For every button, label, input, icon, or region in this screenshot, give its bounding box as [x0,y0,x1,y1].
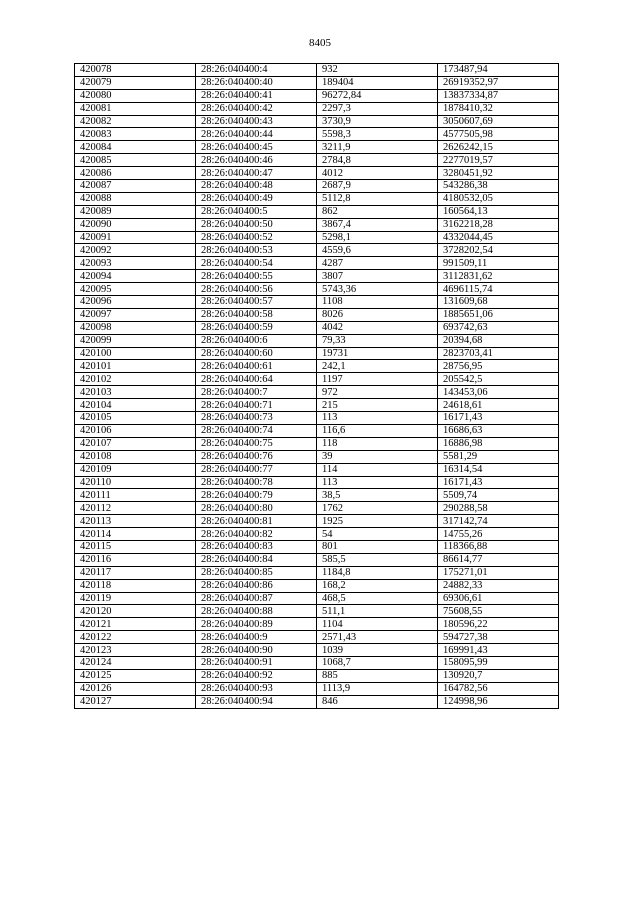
cadastral-number-cell: 28:26:040400:53 [196,244,317,257]
table-row [75,631,559,644]
row-number-cell: 420089 [75,205,196,218]
cadastral-value-cell: 16886,98 [438,437,559,450]
row-number-cell: 420127 [75,695,196,708]
cadastral-value-cell: 173487,94 [438,64,559,77]
area-cell: 96272,84 [317,89,438,102]
cadastral-number-cell: 28:26:040400:50 [196,218,317,231]
cadastral-value-cell: 16171,43 [438,412,559,425]
row-number-cell: 420123 [75,644,196,657]
row-number-cell: 420126 [75,682,196,695]
row-number-cell: 420122 [75,631,196,644]
area-cell: 1068,7 [317,656,438,669]
row-number-cell: 420081 [75,102,196,115]
table-row [75,528,559,541]
cadastral-value-cell: 160564,13 [438,205,559,218]
cadastral-number-cell: 28:26:040400:78 [196,476,317,489]
table-row [75,437,559,450]
cadastral-value-cell: 205542,5 [438,373,559,386]
cadastral-value-cell: 24618,61 [438,399,559,412]
table-row [75,296,559,309]
area-cell: 3730,9 [317,115,438,128]
table-row [75,669,559,682]
row-number-cell: 420091 [75,231,196,244]
row-number-cell: 420103 [75,386,196,399]
row-number-cell: 420106 [75,424,196,437]
cadastral-number-cell: 28:26:040400:55 [196,270,317,283]
area-cell: 39 [317,450,438,463]
row-number-cell: 420086 [75,167,196,180]
cadastral-number-cell: 28:26:040400:88 [196,605,317,618]
row-number-cell: 420114 [75,528,196,541]
area-cell: 3807 [317,270,438,283]
cadastral-value-cell: 158095,99 [438,656,559,669]
table-row [75,76,559,89]
cadastral-value-cell: 13837334,87 [438,89,559,102]
table-row [75,540,559,553]
cadastral-value-cell: 14755,26 [438,528,559,541]
area-cell: 118 [317,437,438,450]
area-cell: 116,6 [317,424,438,437]
area-cell: 1184,8 [317,566,438,579]
cadastral-number-cell: 28:26:040400:9 [196,631,317,644]
row-number-cell: 420100 [75,347,196,360]
row-number-cell: 420120 [75,605,196,618]
row-number-cell: 420105 [75,412,196,425]
table-row [75,656,559,669]
cadastral-value-cell: 5509,74 [438,489,559,502]
area-cell: 113 [317,412,438,425]
cadastral-number-cell: 28:26:040400:42 [196,102,317,115]
table-row [75,257,559,270]
row-number-cell: 420125 [75,669,196,682]
cadastral-number-cell: 28:26:040400:46 [196,154,317,167]
cadastral-value-cell: 75608,55 [438,605,559,618]
area-cell: 79,33 [317,334,438,347]
cadastral-value-cell: 16314,54 [438,463,559,476]
row-number-cell: 420094 [75,270,196,283]
table-row [75,115,559,128]
table-row [75,463,559,476]
cadastral-number-cell: 28:26:040400:75 [196,437,317,450]
area-cell: 8026 [317,308,438,321]
cadastral-number-cell: 28:26:040400:57 [196,296,317,309]
cadastral-value-cell: 24882,33 [438,579,559,592]
row-number-cell: 420104 [75,399,196,412]
table-row [75,386,559,399]
cadastral-number-cell: 28:26:040400:89 [196,618,317,631]
area-cell: 168,2 [317,579,438,592]
cadastral-value-cell: 20394,68 [438,334,559,347]
area-cell: 3867,4 [317,218,438,231]
table-row [75,424,559,437]
cadastral-number-cell: 28:26:040400:47 [196,167,317,180]
area-cell: 4042 [317,321,438,334]
cadastral-value-cell: 124998,96 [438,695,559,708]
area-cell: 2297,3 [317,102,438,115]
row-number-cell: 420080 [75,89,196,102]
table-row [75,644,559,657]
table-row [75,205,559,218]
row-number-cell: 420112 [75,502,196,515]
cadastral-number-cell: 28:26:040400:48 [196,180,317,193]
area-cell: 972 [317,386,438,399]
cadastral-number-cell: 28:26:040400:92 [196,669,317,682]
cadastral-number-cell: 28:26:040400:76 [196,450,317,463]
area-cell: 4287 [317,257,438,270]
table-row [75,89,559,102]
cadastral-number-cell: 28:26:040400:84 [196,553,317,566]
cadastral-number-cell: 28:26:040400:71 [196,399,317,412]
cadastral-value-cell: 26919352,97 [438,76,559,89]
cadastral-value-cell: 543286,38 [438,180,559,193]
table-row [75,102,559,115]
row-number-cell: 420110 [75,476,196,489]
cadastral-number-cell: 28:26:040400:81 [196,515,317,528]
table-body [75,64,559,709]
row-number-cell: 420082 [75,115,196,128]
area-cell: 54 [317,528,438,541]
table-row [75,450,559,463]
cadastral-number-cell: 28:26:040400:44 [196,128,317,141]
table-row [75,489,559,502]
cadastral-number-cell: 28:26:040400:58 [196,308,317,321]
table-row [75,373,559,386]
table-row [75,618,559,631]
row-number-cell: 420107 [75,437,196,450]
area-cell: 5298,1 [317,231,438,244]
area-cell: 189404 [317,76,438,89]
cadastral-number-cell: 28:26:040400:77 [196,463,317,476]
cadastral-value-cell: 131609,68 [438,296,559,309]
area-cell: 38,5 [317,489,438,502]
cadastral-value-cell: 5581,29 [438,450,559,463]
area-cell: 5743,36 [317,283,438,296]
area-cell: 2571,43 [317,631,438,644]
row-number-cell: 420078 [75,64,196,77]
row-number-cell: 420096 [75,296,196,309]
row-number-cell: 420116 [75,553,196,566]
cadastral-number-cell: 28:26:040400:41 [196,89,317,102]
area-cell: 113 [317,476,438,489]
cadastral-number-cell: 28:26:040400:87 [196,592,317,605]
area-cell: 4012 [317,167,438,180]
cadastral-value-cell: 2823703,41 [438,347,559,360]
area-cell: 2784,8 [317,154,438,167]
area-cell: 5598,3 [317,128,438,141]
area-cell: 1039 [317,644,438,657]
row-number-cell: 420108 [75,450,196,463]
area-cell: 1108 [317,296,438,309]
cadastral-value-cell: 180596,22 [438,618,559,631]
row-number-cell: 420118 [75,579,196,592]
area-cell: 1104 [317,618,438,631]
area-cell: 885 [317,669,438,682]
cadastral-value-table [74,63,559,709]
area-cell: 585,5 [317,553,438,566]
cadastral-value-cell: 4696115,74 [438,283,559,296]
cadastral-number-cell: 28:26:040400:59 [196,321,317,334]
cadastral-number-cell: 28:26:040400:73 [196,412,317,425]
row-number-cell: 420083 [75,128,196,141]
cadastral-number-cell: 28:26:040400:49 [196,192,317,205]
table-row [75,695,559,708]
table-row [75,180,559,193]
row-number-cell: 420092 [75,244,196,257]
row-number-cell: 420087 [75,180,196,193]
row-number-cell: 420093 [75,257,196,270]
table-row [75,141,559,154]
cadastral-value-cell: 143453,06 [438,386,559,399]
cadastral-value-cell: 2277019,57 [438,154,559,167]
area-cell: 511,1 [317,605,438,618]
row-number-cell: 420095 [75,283,196,296]
table-row [75,270,559,283]
row-number-cell: 420102 [75,373,196,386]
table-row [75,218,559,231]
table-row [75,244,559,257]
table-row [75,154,559,167]
cadastral-number-cell: 28:26:040400:94 [196,695,317,708]
cadastral-value-cell: 4332044,45 [438,231,559,244]
row-number-cell: 420115 [75,540,196,553]
area-cell: 2687,9 [317,180,438,193]
cadastral-number-cell: 28:26:040400:5 [196,205,317,218]
area-cell: 4559,6 [317,244,438,257]
area-cell: 19731 [317,347,438,360]
cadastral-number-cell: 28:26:040400:45 [196,141,317,154]
row-number-cell: 420119 [75,592,196,605]
table-row [75,515,559,528]
table-row [75,579,559,592]
table-row [75,360,559,373]
area-cell: 3211,9 [317,141,438,154]
table-row [75,64,559,77]
row-number-cell: 420111 [75,489,196,502]
area-cell: 1197 [317,373,438,386]
area-cell: 862 [317,205,438,218]
row-number-cell: 420109 [75,463,196,476]
cadastral-value-cell: 991509,11 [438,257,559,270]
cadastral-value-cell: 1885651,06 [438,308,559,321]
table-row [75,682,559,695]
row-number-cell: 420117 [75,566,196,579]
cadastral-number-cell: 28:26:040400:79 [196,489,317,502]
table-row [75,347,559,360]
table-row [75,553,559,566]
table-row [75,308,559,321]
cadastral-value-cell: 290288,58 [438,502,559,515]
area-cell: 1113,9 [317,682,438,695]
area-cell: 5112,8 [317,192,438,205]
cadastral-value-cell: 1878410,32 [438,102,559,115]
cadastral-value-cell: 3728202,54 [438,244,559,257]
area-cell: 114 [317,463,438,476]
row-number-cell: 420101 [75,360,196,373]
row-number-cell: 420090 [75,218,196,231]
cadastral-number-cell: 28:26:040400:85 [196,566,317,579]
table-row [75,566,559,579]
row-number-cell: 420098 [75,321,196,334]
table-row [75,592,559,605]
table-row [75,399,559,412]
cadastral-number-cell: 28:26:040400:6 [196,334,317,347]
cadastral-number-cell: 28:26:040400:4 [196,64,317,77]
table-row [75,128,559,141]
table-row [75,476,559,489]
cadastral-value-cell: 693742,63 [438,321,559,334]
cadastral-number-cell: 28:26:040400:7 [196,386,317,399]
cadastral-value-cell: 16171,43 [438,476,559,489]
area-cell: 801 [317,540,438,553]
cadastral-number-cell: 28:26:040400:43 [196,115,317,128]
row-number-cell: 420113 [75,515,196,528]
table-row [75,283,559,296]
cadastral-value-cell: 28756,95 [438,360,559,373]
table-row [75,192,559,205]
cadastral-number-cell: 28:26:040400:80 [196,502,317,515]
cadastral-value-cell: 317142,74 [438,515,559,528]
cadastral-number-cell: 28:26:040400:60 [196,347,317,360]
cadastral-number-cell: 28:26:040400:61 [196,360,317,373]
cadastral-value-cell: 130920,7 [438,669,559,682]
area-cell: 932 [317,64,438,77]
cadastral-value-cell: 4577505,98 [438,128,559,141]
cadastral-value-cell: 69306,61 [438,592,559,605]
table-row [75,605,559,618]
cadastral-value-cell: 86614,77 [438,553,559,566]
cadastral-number-cell: 28:26:040400:90 [196,644,317,657]
table-row [75,412,559,425]
cadastral-number-cell: 28:26:040400:52 [196,231,317,244]
table-row [75,334,559,347]
area-cell: 242,1 [317,360,438,373]
cadastral-number-cell: 28:26:040400:40 [196,76,317,89]
cadastral-number-cell: 28:26:040400:83 [196,540,317,553]
row-number-cell: 420084 [75,141,196,154]
cadastral-value-cell: 169991,43 [438,644,559,657]
area-cell: 1762 [317,502,438,515]
cadastral-value-cell: 3280451,92 [438,167,559,180]
area-cell: 215 [317,399,438,412]
cadastral-number-cell: 28:26:040400:64 [196,373,317,386]
area-cell: 1925 [317,515,438,528]
cadastral-value-cell: 175271,01 [438,566,559,579]
cadastral-number-cell: 28:26:040400:91 [196,656,317,669]
row-number-cell: 420088 [75,192,196,205]
area-cell: 468,5 [317,592,438,605]
cadastral-value-cell: 164782,56 [438,682,559,695]
cadastral-number-cell: 28:26:040400:82 [196,528,317,541]
cadastral-value-cell: 118366,88 [438,540,559,553]
cadastral-number-cell: 28:26:040400:54 [196,257,317,270]
cadastral-value-cell: 3112831,62 [438,270,559,283]
cadastral-value-cell: 3162218,28 [438,218,559,231]
area-cell: 846 [317,695,438,708]
table-row [75,321,559,334]
row-number-cell: 420097 [75,308,196,321]
cadastral-number-cell: 28:26:040400:56 [196,283,317,296]
cadastral-value-cell: 3050607,69 [438,115,559,128]
row-number-cell: 420099 [75,334,196,347]
cadastral-number-cell: 28:26:040400:93 [196,682,317,695]
cadastral-number-cell: 28:26:040400:74 [196,424,317,437]
cadastral-value-cell: 16686,63 [438,424,559,437]
table-row [75,231,559,244]
row-number-cell: 420079 [75,76,196,89]
row-number-cell: 420085 [75,154,196,167]
row-number-cell: 420121 [75,618,196,631]
cadastral-value-cell: 594727,38 [438,631,559,644]
page-number: 8405 [309,37,331,49]
cadastral-number-cell: 28:26:040400:86 [196,579,317,592]
table-row [75,167,559,180]
table-row [75,502,559,515]
cadastral-value-cell: 2626242,15 [438,141,559,154]
cadastral-value-cell: 4180532,05 [438,192,559,205]
row-number-cell: 420124 [75,656,196,669]
